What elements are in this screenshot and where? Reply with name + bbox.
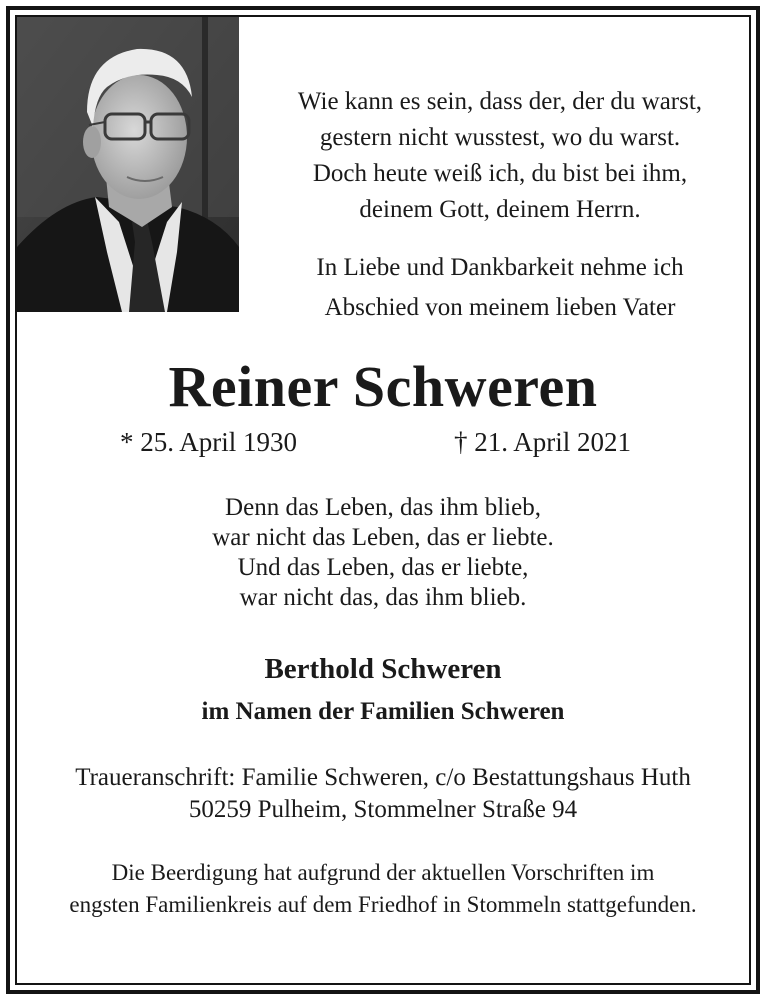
poem-middle-line: war nicht das, das ihm blieb.: [239, 584, 527, 611]
notice-line: engsten Familienkreis auf dem Friedhof in Stommeln stattgefunden.: [69, 892, 697, 917]
deceased-name: Reiner Schweren: [168, 354, 598, 419]
poem-top: [245, 84, 755, 228]
address-line: 50259 Pulheim, Stommelner Straße 94: [188, 796, 578, 823]
intro-line: Abschied von meinem lieben Vater: [324, 294, 676, 321]
notice-line: Die Beerdigung hat aufgrund der aktuellen Vorschriften im: [111, 860, 655, 885]
poem-top-line: deinem Gott, deinem Herrn.: [359, 196, 641, 223]
birth-date: * 25. April 1930: [120, 427, 298, 457]
poem-middle-line: Und das Leben, das er liebte,: [237, 554, 529, 581]
portrait-photo: [17, 17, 239, 312]
on-behalf-line: im Namen der Familien Schweren: [201, 698, 565, 725]
address-line: Traueranschrift: Familie Schweren, c/o Bestattungshaus Huth: [75, 764, 691, 791]
funeral-notice: [20, 857, 746, 921]
death-date: † 21. April 2021: [454, 427, 632, 457]
poem-top-line: Wie kann es sein, dass der, der du warst,: [297, 88, 703, 115]
poem-top-line: Doch heute weiß ich, du bist bei ihm,: [312, 160, 688, 187]
signer-name: Berthold Schweren: [264, 653, 502, 685]
intro-line: In Liebe und Dankbarkeit nehme ich: [316, 254, 684, 281]
poem-middle: [20, 493, 746, 613]
poem-middle-line: Denn das Leben, das ihm blieb,: [225, 494, 541, 521]
farewell-intro: [245, 248, 755, 328]
poem-top-line: gestern nicht wusstest, wo du warst.: [319, 124, 681, 151]
poem-middle-line: war nicht das Leben, das er liebte.: [212, 524, 554, 551]
mourning-address: [20, 762, 746, 826]
